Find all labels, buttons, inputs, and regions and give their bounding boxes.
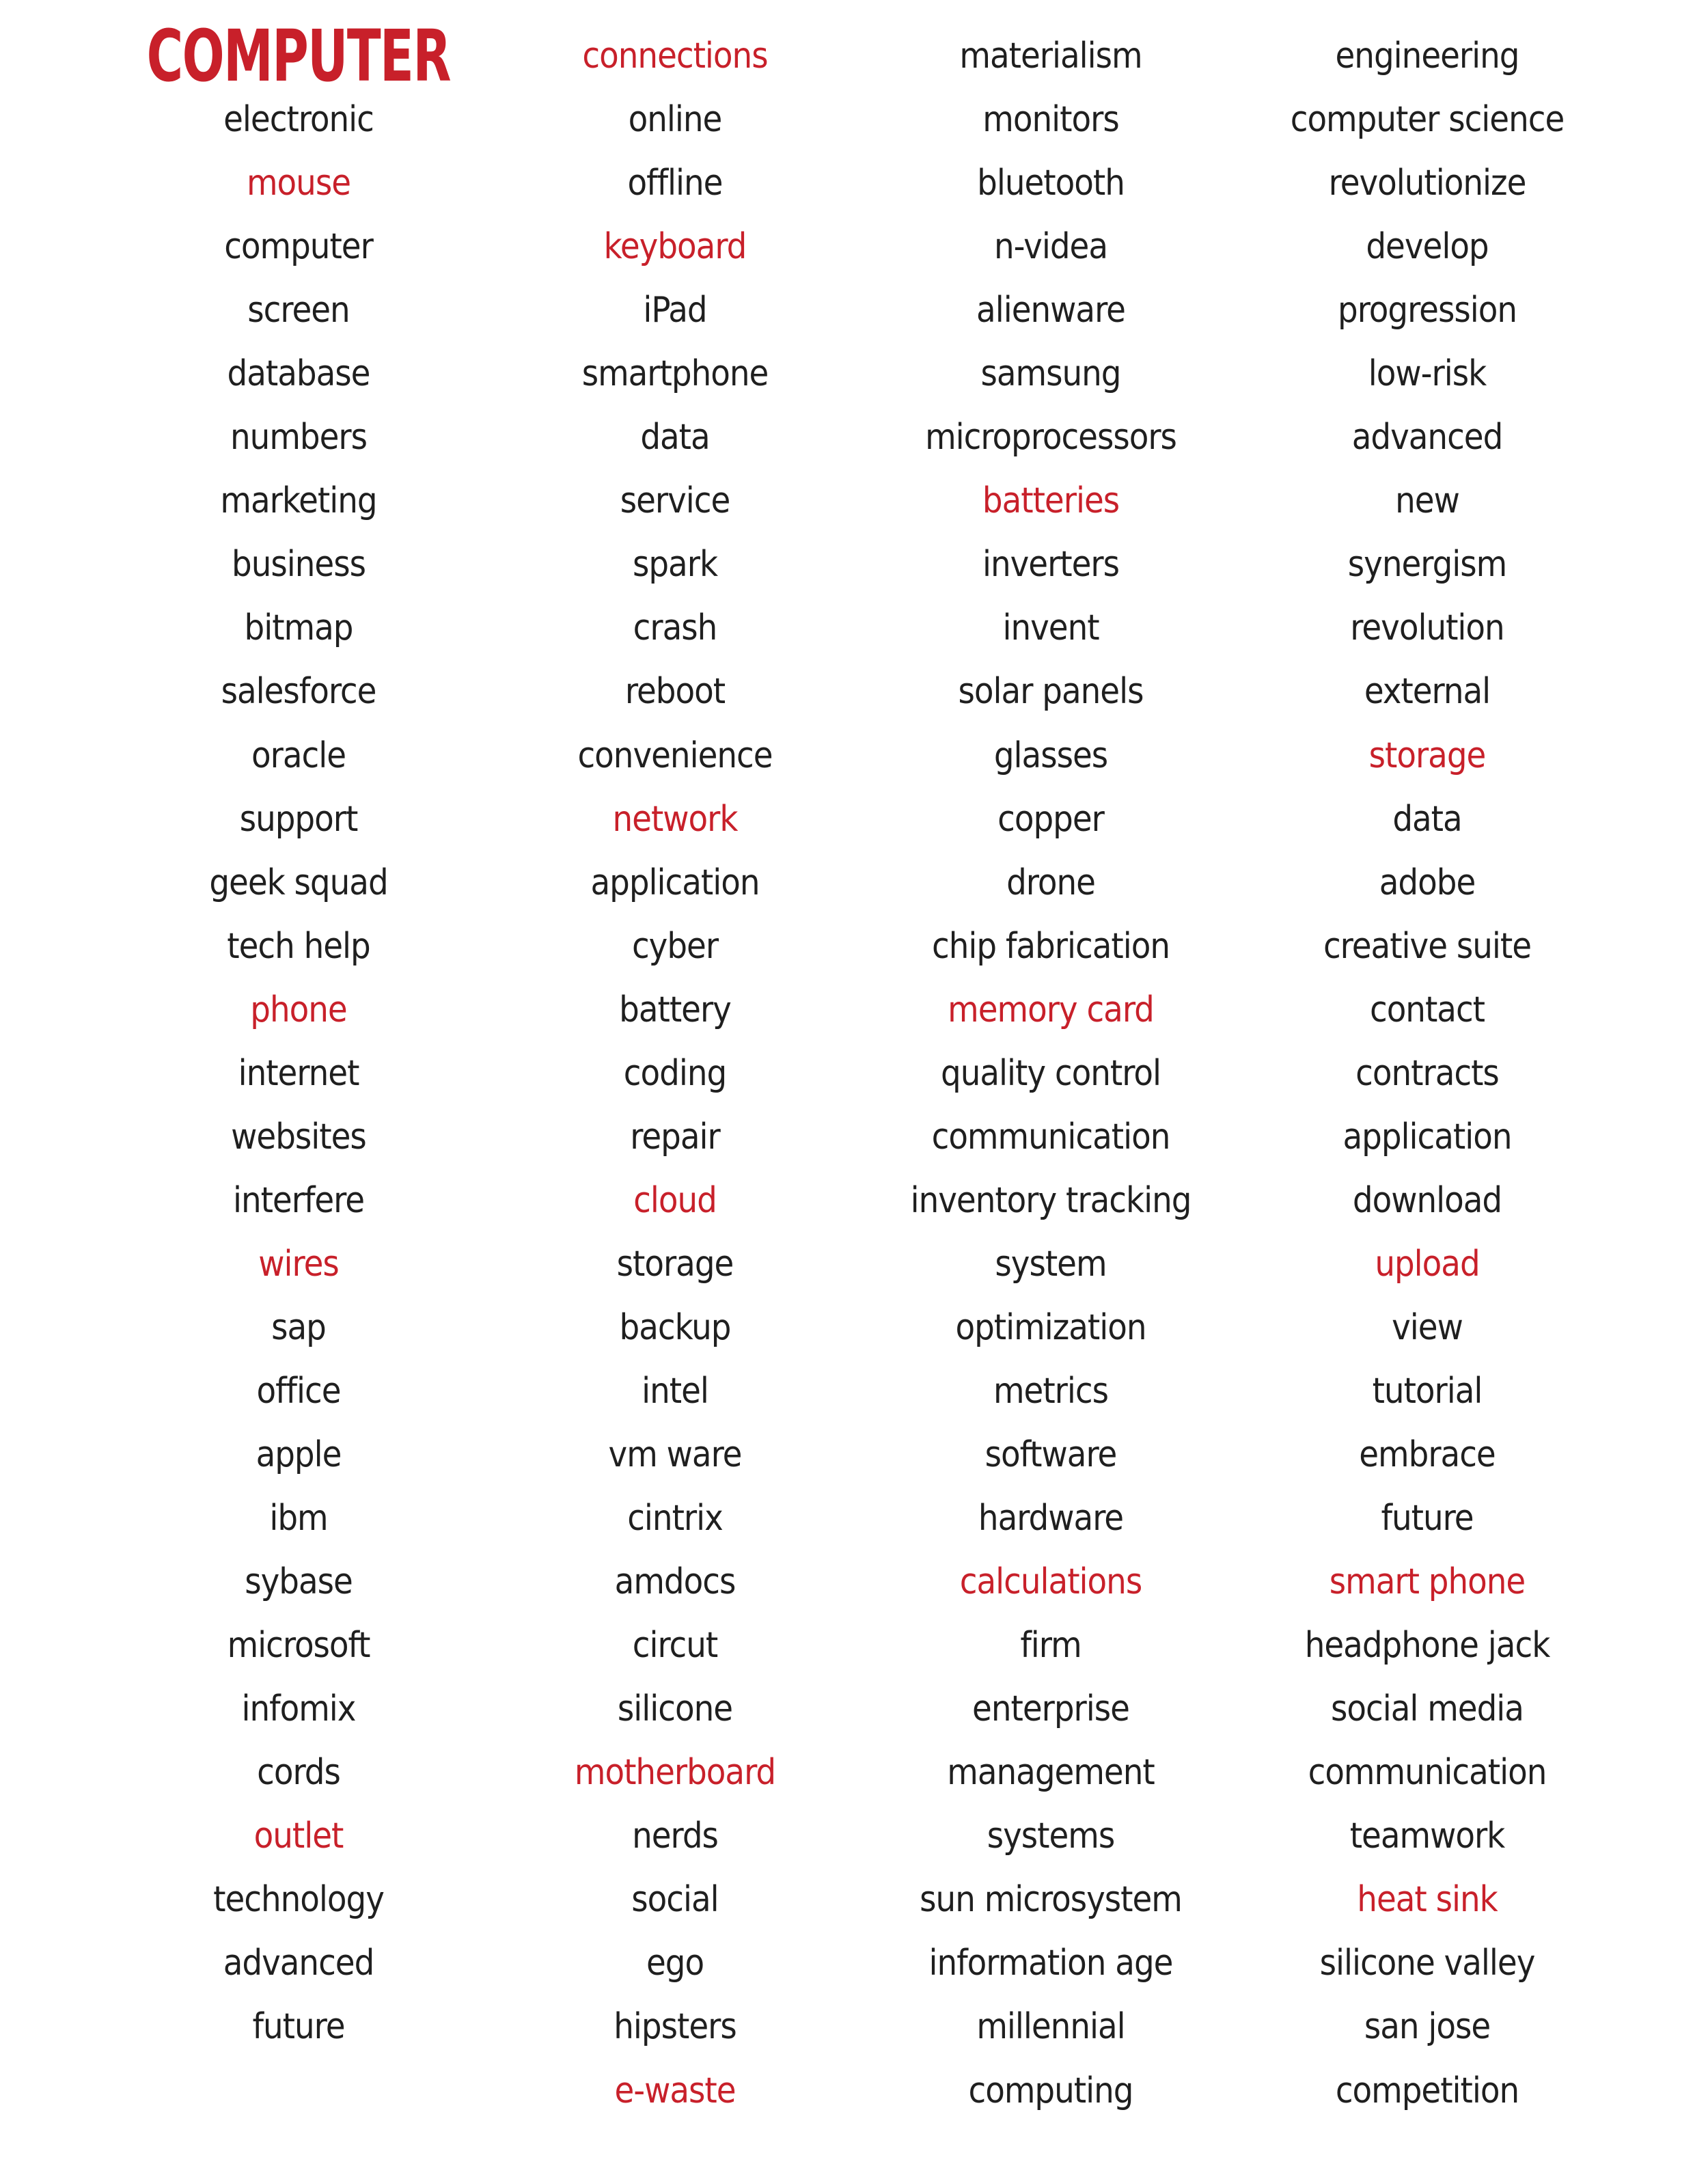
word: communication: [931, 1116, 1170, 1158]
word: spark: [632, 544, 718, 586]
word: headphone jack: [1304, 1625, 1550, 1667]
word: bitmap: [244, 607, 353, 649]
word: systems: [987, 1816, 1115, 1857]
word: microprocessors: [925, 417, 1176, 458]
highlighted-word: memory card: [948, 989, 1154, 1030]
word: silicone valley: [1319, 1943, 1535, 1984]
word: reboot: [624, 671, 726, 713]
word: coding: [623, 1052, 727, 1094]
word-column-1: [107, 14, 490, 2064]
word: interfere: [232, 1179, 365, 1221]
word: amdocs: [614, 1561, 736, 1603]
word: websites: [231, 1116, 366, 1158]
word-column-4: [1236, 29, 1619, 2127]
word: progression: [1338, 290, 1517, 331]
word: management: [947, 1752, 1155, 1794]
word: data: [1392, 798, 1462, 840]
word: computing: [968, 2070, 1133, 2111]
word: adobe: [1379, 862, 1476, 903]
word: cords: [257, 1752, 340, 1794]
highlighted-word: motherboard: [574, 1752, 776, 1794]
word: download: [1352, 1179, 1502, 1221]
word: hipsters: [614, 2006, 736, 2048]
word: geek squad: [209, 862, 388, 903]
word: alienware: [976, 290, 1125, 331]
word: drone: [1006, 862, 1095, 903]
word: social media: [1331, 1688, 1524, 1730]
word: sybase: [245, 1561, 353, 1603]
word: information age: [928, 1943, 1173, 1984]
word: circut: [632, 1625, 718, 1667]
word: infomix: [241, 1688, 356, 1730]
word: solar panels: [958, 671, 1144, 713]
highlighted-word: outlet: [253, 1816, 344, 1857]
highlighted-word: connections: [582, 36, 768, 77]
word: marketing: [220, 480, 377, 522]
word: nerds: [632, 1816, 718, 1857]
word: microsoft: [227, 1625, 370, 1667]
word: millennial: [976, 2006, 1125, 2048]
word: salesforce: [221, 671, 376, 713]
word: materialism: [959, 36, 1142, 77]
word: silicone: [617, 1688, 733, 1730]
highlighted-word: upload: [1375, 1243, 1480, 1285]
word: data: [640, 417, 710, 458]
word: engineering: [1335, 36, 1519, 77]
word: smartphone: [581, 353, 769, 395]
highlighted-word: storage: [1368, 735, 1486, 776]
word: optimization: [955, 1306, 1146, 1348]
word: future: [1381, 1498, 1474, 1539]
word: inventory tracking: [910, 1179, 1192, 1221]
word: repair: [630, 1116, 720, 1158]
word: invent: [1002, 607, 1099, 649]
highlighted-word: calculations: [959, 1561, 1142, 1603]
word: battery: [619, 989, 731, 1030]
word: inverters: [982, 544, 1120, 586]
word: ibm: [269, 1498, 328, 1539]
word: electronic: [223, 99, 374, 141]
word: tutorial: [1372, 1370, 1483, 1412]
highlighted-word: mouse: [246, 163, 350, 204]
word: vm ware: [608, 1434, 742, 1476]
word: new: [1395, 480, 1459, 522]
highlighted-word: cloud: [633, 1179, 717, 1221]
word: convenience: [577, 735, 773, 776]
word: database: [227, 353, 370, 395]
highlighted-word: smart phone: [1329, 1561, 1526, 1603]
word: hardware: [978, 1498, 1124, 1539]
word: quality control: [941, 1052, 1161, 1094]
word: tech help: [227, 925, 370, 967]
word: glasses: [993, 735, 1108, 776]
highlighted-word: keyboard: [603, 226, 747, 268]
word: system: [995, 1243, 1107, 1285]
word: advanced: [223, 1943, 374, 1984]
word: teamwork: [1349, 1816, 1505, 1857]
word: synergism: [1347, 544, 1507, 586]
word: cyber: [631, 925, 719, 967]
word: revolutionize: [1328, 163, 1526, 204]
word: office: [256, 1370, 341, 1412]
word: external: [1364, 671, 1491, 713]
word: backup: [619, 1306, 731, 1348]
word: creative suite: [1323, 925, 1532, 967]
word: communication: [1308, 1752, 1547, 1794]
word: contact: [1369, 989, 1485, 1030]
word: low-risk: [1368, 353, 1487, 395]
word: intel: [642, 1370, 708, 1412]
word: screen: [247, 290, 350, 331]
word: service: [620, 480, 730, 522]
word: application: [590, 862, 760, 903]
word: ego: [646, 1943, 704, 1984]
word: crash: [633, 607, 717, 649]
highlighted-word: e-waste: [614, 2070, 736, 2111]
word: n-videa: [994, 226, 1107, 268]
highlighted-word: phone: [250, 989, 347, 1030]
word: computer: [224, 226, 373, 268]
highlighted-word: network: [612, 798, 738, 840]
word: san jose: [1364, 2006, 1491, 2048]
word: numbers: [230, 417, 367, 458]
word: future: [252, 2006, 345, 2048]
word: sun microsystem: [920, 1879, 1182, 1921]
word: advanced: [1351, 417, 1503, 458]
word: competition: [1335, 2070, 1519, 2111]
word: application: [1342, 1116, 1512, 1158]
word: embrace: [1359, 1434, 1496, 1476]
highlighted-word: batteries: [982, 480, 1120, 522]
word: support: [239, 798, 358, 840]
highlighted-word: heat sink: [1357, 1879, 1498, 1921]
word: view: [1392, 1306, 1463, 1348]
page-title: COMPUTER: [146, 14, 451, 98]
word: computer science: [1290, 99, 1565, 141]
word: business: [232, 544, 366, 586]
word: enterprise: [972, 1688, 1129, 1730]
word: cintrix: [627, 1498, 723, 1539]
word: technology: [213, 1879, 384, 1921]
word: bluetooth: [977, 163, 1125, 204]
word: contracts: [1355, 1052, 1499, 1094]
word: social: [631, 1879, 719, 1921]
word: internet: [238, 1052, 359, 1094]
word-column-2: [484, 29, 866, 2127]
word: offline: [627, 163, 723, 204]
word: revolution: [1350, 607, 1504, 649]
word: monitors: [982, 99, 1119, 141]
word: iPad: [643, 290, 707, 331]
highlighted-word: wires: [258, 1243, 339, 1285]
word: storage: [616, 1243, 734, 1285]
word: software: [984, 1434, 1117, 1476]
word: firm: [1020, 1625, 1082, 1667]
word: samsung: [980, 353, 1121, 395]
word: develop: [1366, 226, 1489, 268]
word: chip fabrication: [932, 925, 1170, 967]
word-column-3: [859, 29, 1242, 2127]
word: oracle: [251, 735, 346, 776]
word: apple: [256, 1434, 342, 1476]
word: sap: [271, 1306, 326, 1348]
word: online: [628, 99, 722, 141]
word: copper: [997, 798, 1104, 840]
word: metrics: [993, 1370, 1109, 1412]
